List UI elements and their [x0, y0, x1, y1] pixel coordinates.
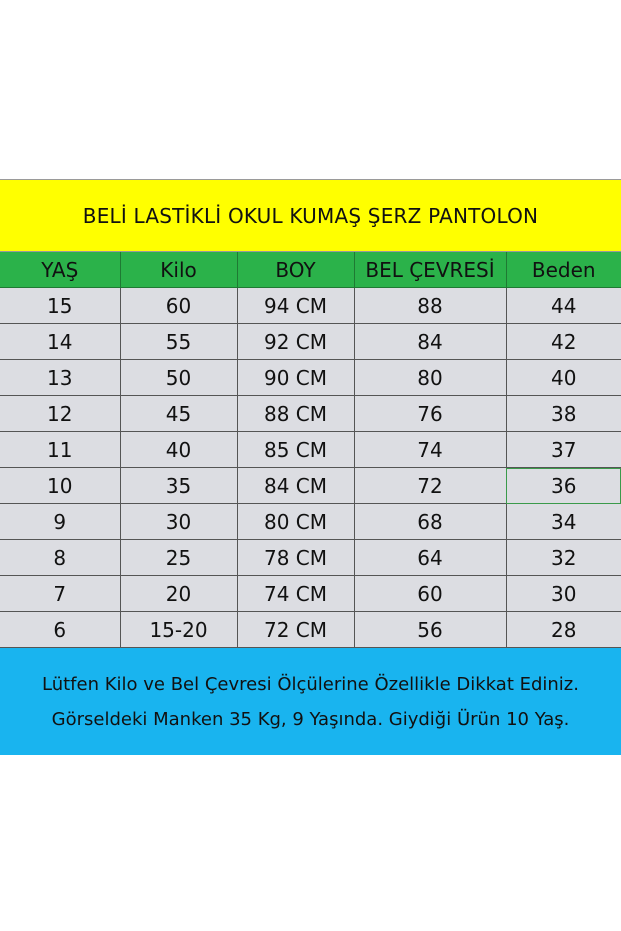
header-weight: Kilo [120, 252, 237, 288]
cell-weight: 25 [120, 540, 237, 576]
cell-size: 32 [506, 540, 621, 576]
cell-waist: 74 [354, 432, 506, 468]
header-size: Beden [506, 252, 621, 288]
cell-age: 15 [0, 288, 120, 324]
cell-waist: 60 [354, 576, 506, 612]
sizing-note-text: Lütfen Kilo ve Bel Çevresi Ölçülerine Özellikle Dikkat Ediniz. Görseldeki Manken 35 Kg, 9 Yaşında. Giydiği Ürün 10 Yaş. [42, 673, 579, 730]
cell-waist: 72 [354, 468, 506, 504]
cell-weight: 50 [120, 360, 237, 396]
cell-age: 13 [0, 360, 120, 396]
cell-waist: 80 [354, 360, 506, 396]
cell-size: 34 [506, 504, 621, 540]
table-row [0, 504, 621, 540]
cell-weight: 60 [120, 288, 237, 324]
table-row [0, 576, 621, 612]
cell-size: 40 [506, 360, 621, 396]
cell-size: 42 [506, 324, 621, 360]
cell-height: 80 CM [237, 504, 354, 540]
header-height: BOY [237, 252, 354, 288]
table-header-row [0, 252, 621, 288]
cell-size: 38 [506, 396, 621, 432]
sizing-note [0, 648, 621, 755]
cell-height: 84 CM [237, 468, 354, 504]
cell-height: 90 CM [237, 360, 354, 396]
cell-size-selected[interactable]: 36 [506, 468, 621, 504]
cell-waist: 76 [354, 396, 506, 432]
cell-waist: 64 [354, 540, 506, 576]
cell-weight: 15-20 [120, 612, 237, 648]
table-row [0, 540, 621, 576]
cell-size: 44 [506, 288, 621, 324]
cell-weight: 30 [120, 504, 237, 540]
cell-size: 28 [506, 612, 621, 648]
cell-age: 7 [0, 576, 120, 612]
cell-age: 10 [0, 468, 120, 504]
cell-weight: 40 [120, 432, 237, 468]
cell-waist: 68 [354, 504, 506, 540]
cell-weight: 55 [120, 324, 237, 360]
table-row [0, 468, 621, 504]
cell-age: 11 [0, 432, 120, 468]
cell-waist: 56 [354, 612, 506, 648]
table-row [0, 612, 621, 648]
table-row [0, 360, 621, 396]
size-table [0, 252, 621, 648]
cell-waist: 88 [354, 288, 506, 324]
cell-size: 30 [506, 576, 621, 612]
cell-height: 88 CM [237, 396, 354, 432]
cell-height: 78 CM [237, 540, 354, 576]
table-row [0, 432, 621, 468]
cell-height: 74 CM [237, 576, 354, 612]
cell-height: 92 CM [237, 324, 354, 360]
cell-waist: 84 [354, 324, 506, 360]
cell-weight: 45 [120, 396, 237, 432]
cell-height: 94 CM [237, 288, 354, 324]
cell-weight: 35 [120, 468, 237, 504]
header-waist: BEL ÇEVRESİ [354, 252, 506, 288]
cell-height: 72 CM [237, 612, 354, 648]
table-row [0, 288, 621, 324]
cell-size: 37 [506, 432, 621, 468]
header-age: YAŞ [0, 252, 120, 288]
table-row [0, 324, 621, 360]
chart-title: BELİ LASTİKLİ OKUL KUMAŞ ŞERZ PANTOLON [0, 179, 621, 252]
cell-age: 8 [0, 540, 120, 576]
cell-height: 85 CM [237, 432, 354, 468]
cell-age: 12 [0, 396, 120, 432]
table-row [0, 396, 621, 432]
size-chart [0, 179, 621, 755]
cell-age: 14 [0, 324, 120, 360]
cell-age: 6 [0, 612, 120, 648]
cell-weight: 20 [120, 576, 237, 612]
cell-age: 9 [0, 504, 120, 540]
